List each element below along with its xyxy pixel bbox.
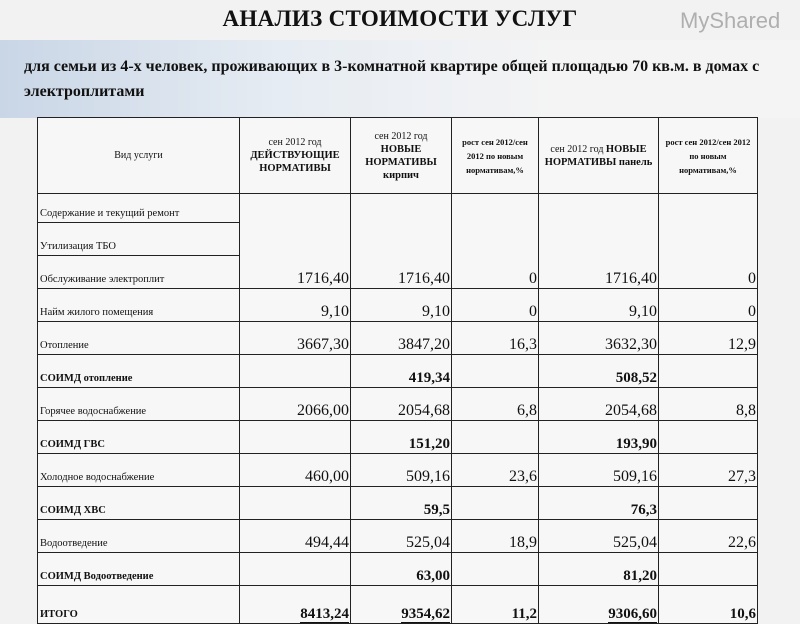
header-growth-panel: рост сен 2012/сен 2012 по новым нормативам,% bbox=[659, 118, 758, 194]
value-cell: 460,00 bbox=[240, 454, 351, 487]
value-cell: 6,8 bbox=[452, 388, 539, 421]
page-title: АНАЛИЗ СТОИМОСТИ УСЛУГ bbox=[222, 6, 578, 31]
service-name: Горячее водоснабжение bbox=[38, 388, 240, 421]
value-cell: 0 bbox=[452, 289, 539, 322]
table-row bbox=[38, 553, 758, 586]
service-name: Обслуживание электроплит bbox=[38, 256, 240, 289]
header-current-norms: сен 2012 год ДЕЙСТВУЮЩИЕ НОРМАТИВЫ bbox=[240, 118, 351, 194]
header-new-norms-panel: сен 2012 год НОВЫЕ НОРМАТИВЫ панель bbox=[539, 118, 659, 194]
service-name: СОИМД отопление bbox=[38, 355, 240, 388]
value-cell: 0 bbox=[659, 289, 758, 322]
service-name: Утилизация ТБО bbox=[38, 223, 240, 256]
service-name: Холодное водоснабжение bbox=[38, 454, 240, 487]
value-cell bbox=[452, 421, 539, 454]
table-row bbox=[38, 355, 758, 388]
table-row bbox=[38, 388, 758, 421]
value-cell: 509,16 bbox=[539, 454, 659, 487]
value-cell: 27,3 bbox=[659, 454, 758, 487]
value-cell: 12,9 bbox=[659, 322, 758, 355]
total-value-cell bbox=[351, 586, 452, 624]
value-cell bbox=[240, 487, 351, 520]
value-cell: 63,00 bbox=[351, 553, 452, 586]
watermark-logo: MyShared bbox=[680, 8, 781, 33]
value-cell bbox=[659, 553, 758, 586]
value-cell: 0 bbox=[659, 194, 758, 289]
value-cell: 525,04 bbox=[351, 520, 452, 553]
total-value: 11,2 bbox=[511, 606, 537, 622]
total-value-cell bbox=[452, 586, 539, 624]
table-row bbox=[38, 520, 758, 553]
value-cell: 3632,30 bbox=[539, 322, 659, 355]
value-cell bbox=[240, 421, 351, 454]
service-name: СОИМД Водоотведение bbox=[38, 553, 240, 586]
value-cell: 9,10 bbox=[240, 289, 351, 322]
table-row bbox=[38, 487, 758, 520]
value-cell: 76,3 bbox=[539, 487, 659, 520]
table-row bbox=[38, 454, 758, 487]
value-cell bbox=[659, 421, 758, 454]
total-value-cell bbox=[240, 586, 351, 624]
cost-analysis-table bbox=[37, 117, 758, 624]
total-value-cell bbox=[539, 586, 659, 624]
value-cell: 419,34 bbox=[351, 355, 452, 388]
value-cell: 8,8 bbox=[659, 388, 758, 421]
header-new-norms-brick: сен 2012 год НОВЫЕ НОРМАТИВЫ кирпич bbox=[351, 118, 452, 194]
total-value: 9354,62 bbox=[401, 606, 450, 622]
value-cell: 59,5 bbox=[351, 487, 452, 520]
table-row bbox=[38, 421, 758, 454]
value-cell: 16,3 bbox=[452, 322, 539, 355]
value-cell: 525,04 bbox=[539, 520, 659, 553]
table-row bbox=[38, 194, 758, 223]
value-cell: 0 bbox=[452, 194, 539, 289]
service-name: Водоотведение bbox=[38, 520, 240, 553]
value-cell: 81,20 bbox=[539, 553, 659, 586]
value-cell bbox=[452, 487, 539, 520]
table-row bbox=[38, 322, 758, 355]
value-cell: 508,52 bbox=[539, 355, 659, 388]
value-cell bbox=[452, 553, 539, 586]
total-value-cell bbox=[659, 586, 758, 624]
total-value: 9306,60 bbox=[608, 606, 657, 622]
value-cell: 151,20 bbox=[351, 421, 452, 454]
value-cell: 22,6 bbox=[659, 520, 758, 553]
page-subtitle: для семьи из 4-х человек, проживающих в 3-комнатной квартире общей площадью 70 кв.м. в домах с электроплитами bbox=[24, 58, 760, 100]
value-cell bbox=[452, 355, 539, 388]
total-label: ИТОГО bbox=[38, 586, 240, 624]
value-cell: 23,6 bbox=[452, 454, 539, 487]
table-row bbox=[38, 289, 758, 322]
value-cell: 1716,40 bbox=[240, 194, 351, 289]
service-name: Найм жилого помещения bbox=[38, 289, 240, 322]
value-cell: 2054,68 bbox=[539, 388, 659, 421]
value-cell: 3667,30 bbox=[240, 322, 351, 355]
total-value: 10,6 bbox=[729, 606, 756, 622]
value-cell: 509,16 bbox=[351, 454, 452, 487]
header-growth-brick: рост сен 2012/сен 2012 по новым нормативам,% bbox=[452, 118, 539, 194]
value-cell: 9,10 bbox=[539, 289, 659, 322]
total-value: 8413,24 bbox=[300, 606, 349, 622]
service-name: СОИМД ГВС bbox=[38, 421, 240, 454]
value-cell: 1716,40 bbox=[539, 194, 659, 289]
value-cell: 1716,40 bbox=[351, 194, 452, 289]
service-name: СОИМД ХВС bbox=[38, 487, 240, 520]
value-cell bbox=[240, 553, 351, 586]
value-cell bbox=[659, 355, 758, 388]
value-cell: 18,9 bbox=[452, 520, 539, 553]
value-cell bbox=[240, 355, 351, 388]
value-cell: 494,44 bbox=[240, 520, 351, 553]
value-cell: 3847,20 bbox=[351, 322, 452, 355]
service-name: Отопление bbox=[38, 322, 240, 355]
service-name: Содержание и текущий ремонт bbox=[38, 194, 240, 223]
value-cell: 9,10 bbox=[351, 289, 452, 322]
value-cell: 2054,68 bbox=[351, 388, 452, 421]
value-cell: 2066,00 bbox=[240, 388, 351, 421]
value-cell bbox=[659, 487, 758, 520]
total-row bbox=[38, 586, 758, 624]
header-service: Вид услуги bbox=[38, 118, 240, 194]
table-header-row bbox=[38, 118, 758, 194]
value-cell: 193,90 bbox=[539, 421, 659, 454]
